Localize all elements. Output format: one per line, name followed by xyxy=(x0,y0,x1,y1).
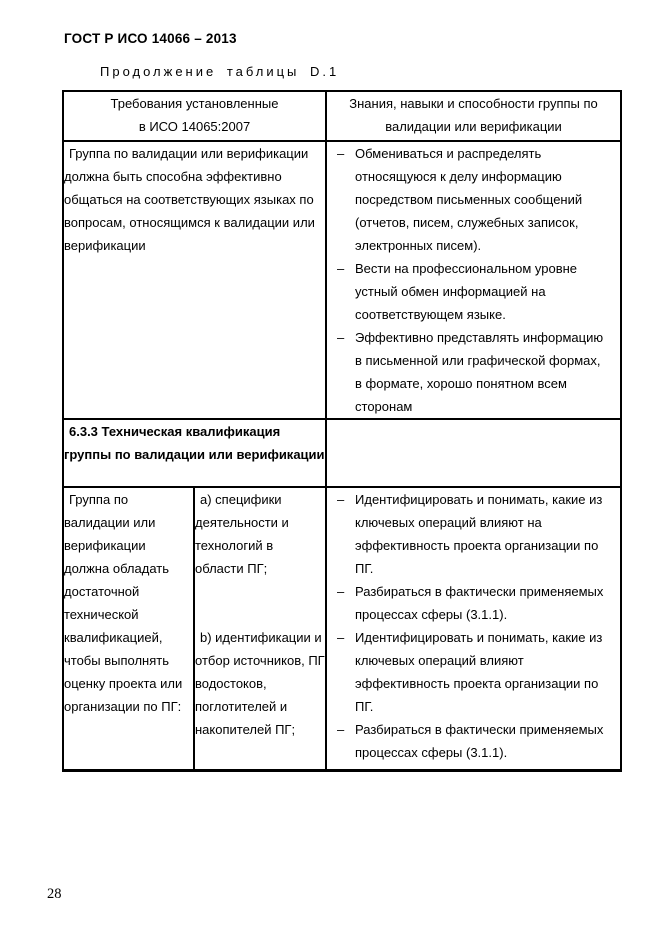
bullet-text: Обмениваться и распределять относящуюся к делу информацию посредством письменных сообщений (отчетов, писем, служебных записок, электронных писем). xyxy=(355,146,583,253)
table-header-row xyxy=(63,91,621,141)
dash-bullet-icon: – xyxy=(337,261,345,276)
technical-item-a: a) специфики деятельности и технологий в области ПГ; xyxy=(195,492,289,576)
page-number: 28 xyxy=(47,886,62,902)
bullet-text: Вести на профессиональном уровне устный обмен информацией на соответствующем языке. xyxy=(355,261,578,322)
bullet-text: Разбираться в фактически применяемых процессах сферы (3.1.1). xyxy=(355,722,604,760)
list-item xyxy=(327,580,620,626)
dash-bullet-icon: – xyxy=(337,584,345,599)
header-knowledge-line2: валидации или верификации xyxy=(385,119,562,134)
dash-bullet-icon: – xyxy=(337,630,345,645)
cell-communication-requirement xyxy=(63,141,326,419)
bullet-text: Эффективно представлять информацию в письменной или графической формах, в формате, хорошо понятном всем сторонам xyxy=(355,330,604,414)
list-item xyxy=(327,326,620,418)
header-cell-knowledge xyxy=(326,91,621,141)
bullet-text: Идентифицировать и понимать, какие из ключевых операций влияют эффективность проекта организации по ПГ. xyxy=(355,630,603,714)
communication-requirement-text: Группа по валидации или верификации должна быть способна эффективно общаться на соответствующих языках по вопросам, относящимся к валидации или верификации xyxy=(64,146,315,253)
row-section-title xyxy=(63,419,621,487)
dash-bullet-icon: – xyxy=(337,330,345,345)
cell-communication-skills xyxy=(326,141,621,419)
row-technical-qualification xyxy=(63,487,621,770)
technical-requirement-text: Группа по валидации или верификации должна обладать достаточной технической квалификацией, чтобы выполнять оценку проекта или организации по ПГ: xyxy=(64,492,183,714)
dash-bullet-icon: – xyxy=(337,722,345,737)
cell-technical-requirement xyxy=(63,487,194,770)
cell-technical-skills xyxy=(326,487,621,770)
bullet-text: Разбираться в фактически применяемых процессах сферы (3.1.1). xyxy=(355,584,604,622)
row-communication xyxy=(63,141,621,419)
dash-bullet-icon: – xyxy=(337,146,345,161)
list-item xyxy=(327,257,620,326)
technical-item-b: b) идентификации и отбор источников, ПГ водостоков, поглотителей и накопителей ПГ; xyxy=(195,630,325,737)
header-requirements-line1: Требования установленные xyxy=(110,96,279,111)
header-knowledge-line1: Знания, навыки и способности группы по xyxy=(349,96,598,111)
cell-technical-items xyxy=(194,487,326,770)
bullet-text: Идентифицировать и понимать, какие из ключевых операций влияют на эффективность проекта организации по ПГ. xyxy=(355,492,603,576)
cell-empty xyxy=(326,419,621,487)
dash-bullet-icon: – xyxy=(337,492,345,507)
cell-section-title xyxy=(63,419,326,487)
document-number-header: ГОСТ Р ИСО 14066 – 2013 xyxy=(64,31,237,46)
list-item xyxy=(327,626,620,718)
header-cell-requirements xyxy=(63,91,326,141)
header-requirements-line2: в ИСО 14065:2007 xyxy=(138,119,251,134)
list-item xyxy=(327,488,620,580)
list-item xyxy=(327,142,620,257)
competence-table xyxy=(62,90,622,772)
list-item xyxy=(327,718,620,764)
table-caption: Продолжение таблицы D.1 xyxy=(100,64,340,79)
section-title-text: 6.3.3 Техническая квалификация группы по валидации или верификации xyxy=(64,424,325,462)
